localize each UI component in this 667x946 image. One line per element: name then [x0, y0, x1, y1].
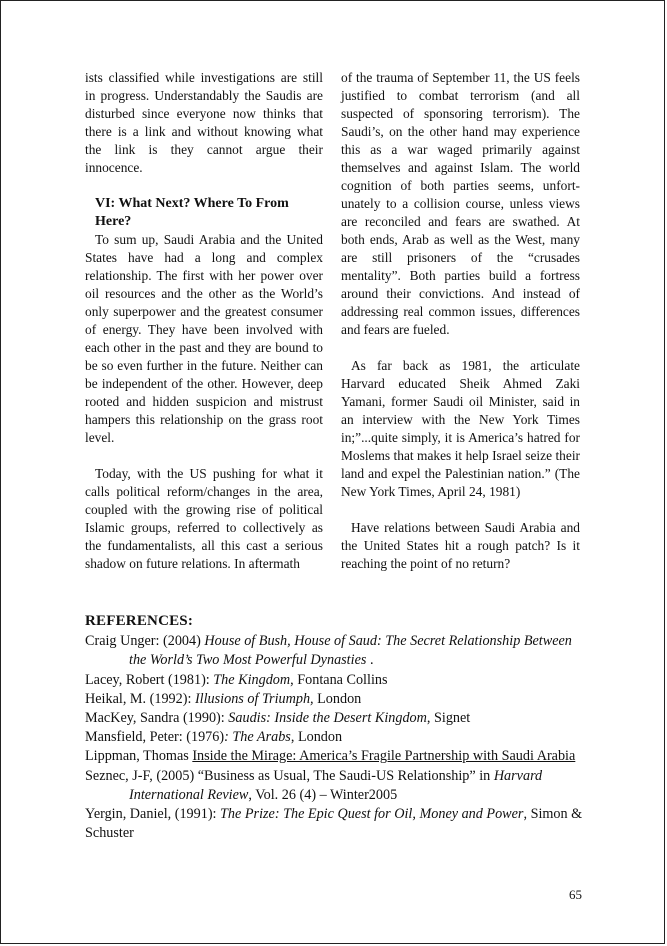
reference-item: Heikal, M. (1992): Illusions of Triumph, London	[85, 690, 362, 707]
right-column	[341, 69, 580, 573]
reference-item: MacKey, Sandra (1990): Saudis: Inside the Desert Kingdom, Signet	[85, 710, 471, 727]
paragraph: ists classified while investigations are still in progress. Understandably the Saudis are disturbed since everyone now thinks that there is a link and without knowing what the link is they cannot argue their innocence.	[85, 70, 323, 175]
paragraph: As far back as 1981, the articulate Harvard educated Sheik Ahmed Zaki Yamani, former Saudi oil Minister, said in an interview with the New York Times in;”...quite simply, it is America’s hatred for Moslems that makes it help Israel seize their land and expel the Palestinian nation.” (The New York Times, April 24, 1981)	[341, 358, 580, 499]
reference-item: Lippman, Thomas Inside the Mirage: America’s Fragile Partnership with Saudi Arabia	[85, 748, 576, 765]
paragraph: of the trauma of September 11, the US feels justified to combat terrorism (and all suspected of sponsoring terrorism). The Saudi’s, on the other hand may experience this as a war waged primarily against themselves and against Islam. The world cognition of both parties seems, unfort-unately to a collision course, unless views are reconciled and fears are swathed. At both ends, Arab as well as the West, many are still prisoners of the “crusades mentality”. Both parties build a fortress around their convictions. And instead of addressing real common issues, differences and fears are fueled.	[341, 70, 580, 337]
references-section	[85, 612, 585, 843]
page-number: 65	[569, 887, 582, 902]
paragraph: To sum up, Saudi Arabia and the United States have had a long and complex relationship. The first with her power over oil resources and the other as the World’s only superpower and the greatest consumer of energy. They have been involved with each other in the past and they are bound to be so even further in the future. Neither can be independent of the other. However, deep rooted and hidden suspicion and mistrust hampers this relationship on the grass root level.	[85, 232, 323, 445]
reference-item: Lacey, Robert (1981): The Kingdom, Fontana Collins	[85, 671, 388, 688]
section-heading: VI: What Next? Where To From Here?	[95, 196, 289, 229]
paragraph: Have relations between Saudi Arabia and the United States hit a rough patch? Is it reaching the point of no return?	[341, 520, 580, 571]
reference-item: Seznec, J-F, (2005) “Business as Usual, The Saudi-US Relationship” in Harvard International Review, Vol. 26 (4) – Winter2005	[85, 767, 543, 803]
references-title: REFERENCES:	[85, 613, 194, 629]
reference-item: Yergin, Daniel, (1991): The Prize: The Epic Quest for Oil, Money and Power, Simon & Schuster	[85, 806, 583, 842]
left-column	[85, 69, 323, 573]
reference-item: Craig Unger: (2004) House of Bush, House of Saud: The Secret Relationship Between the World’s Two Most Powerful Dynasties .	[85, 633, 572, 669]
reference-item: Mansfield, Peter: (1976): The Arabs, London	[85, 729, 343, 746]
paragraph: Today, with the US pushing for what it calls political reform/changes in the area, coupled with the growing rise of political Islamic groups, referred to collectively as the fundamentalists, all this cast a serious shadow on future relations. In aftermath	[85, 466, 323, 571]
